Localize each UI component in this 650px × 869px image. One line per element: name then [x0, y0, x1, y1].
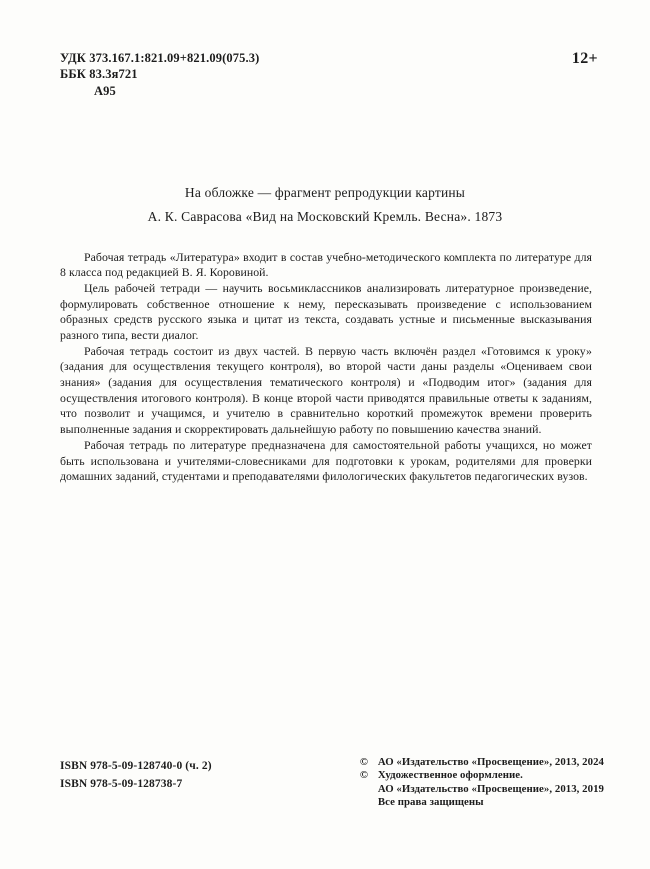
annotation-paragraph-3: Рабочая тетрадь состоит из двух частей. В первую часть включён раздел «Готовимся к уроку» (задания для осуществления текущего контроля), во второй части даны разделы «Оцениваем свои знания» (задания для осуществления тематического контроля) и «Подводим итог» (задания для осуществления итогового контроля). В конце второй части приводятся правильные ответы к заданиям, что позволит и учащимся, и учителю в сравнительно короткий промежуток времени проверить выполненные задания и скорректировать дальнейшую работу по повышению качества знаний. [60, 343, 592, 437]
author-sign-code: А95 [94, 84, 116, 98]
udk-code: УДК 373.167.1:821.09+821.09(075.3) [60, 51, 260, 65]
cover-note-line-2: А. К. Саврасова «Вид на Московский Кремль. Весна». 1873 [147, 209, 503, 225]
cover-note-line-1: На обложке — фрагмент репродукции картины [184, 185, 466, 200]
annotation-paragraph-2: Цель рабочей тетради — научить восьмиклассников анализировать литературное произведение, формулировать собственное отношение к нему, пересказывать произведение с использованием образных средств русского языка и цитат из текста, создавать устные и письменные высказывания разного типа, вести диалог. [60, 280, 592, 343]
isbn-block [60, 756, 212, 793]
copyright-line [360, 769, 604, 782]
copyright-text: Художественное оформление. [377, 769, 523, 782]
copyright-line [360, 756, 604, 769]
top-codes-row [0, 0, 650, 99]
cover-note [0, 181, 650, 230]
copyright-sign [360, 783, 378, 796]
copyright-sign: © [359, 769, 369, 782]
bbk-code: ББК 83.3я721 [60, 67, 138, 81]
footer-row [60, 756, 604, 809]
isbn-general: ISBN 978-5-09-128738-7 [60, 777, 183, 790]
copyright-text: АО «Издательство «Просвещение», 2013, 2019 [377, 782, 604, 795]
copyright-sign [360, 796, 378, 809]
copyright-text: Все права защищены [377, 795, 484, 808]
isbn-part-2: ISBN 978-5-09-128740-0 (ч. 2) [60, 760, 212, 773]
classification-codes [60, 50, 259, 99]
copyright-line [360, 796, 604, 809]
age-rating-badge: 12+ [571, 50, 598, 67]
copyright-line [360, 783, 604, 796]
annotation-text [60, 250, 592, 485]
copyright-sign: © [359, 756, 369, 769]
copyright-block [360, 756, 604, 809]
annotation-paragraph-4: Рабочая тетрадь по литературе предназначена для самостоятельной работы учащихся, но может быть использована и учителями-словесниками для подготовки к урокам, родителями для проверки домашних заданий, студентами и преподавателями филологических факультетов педагогических вузов. [60, 437, 592, 484]
annotation-paragraph-1: Рабочая тетрадь «Литература» входит в состав учебно-методического комплекта по литературе для 8 класса под редакцией В. Я. Коровиной. [60, 249, 592, 280]
copyright-text: АО «Издательство «Просвещение», 2013, 2024 [377, 756, 604, 769]
